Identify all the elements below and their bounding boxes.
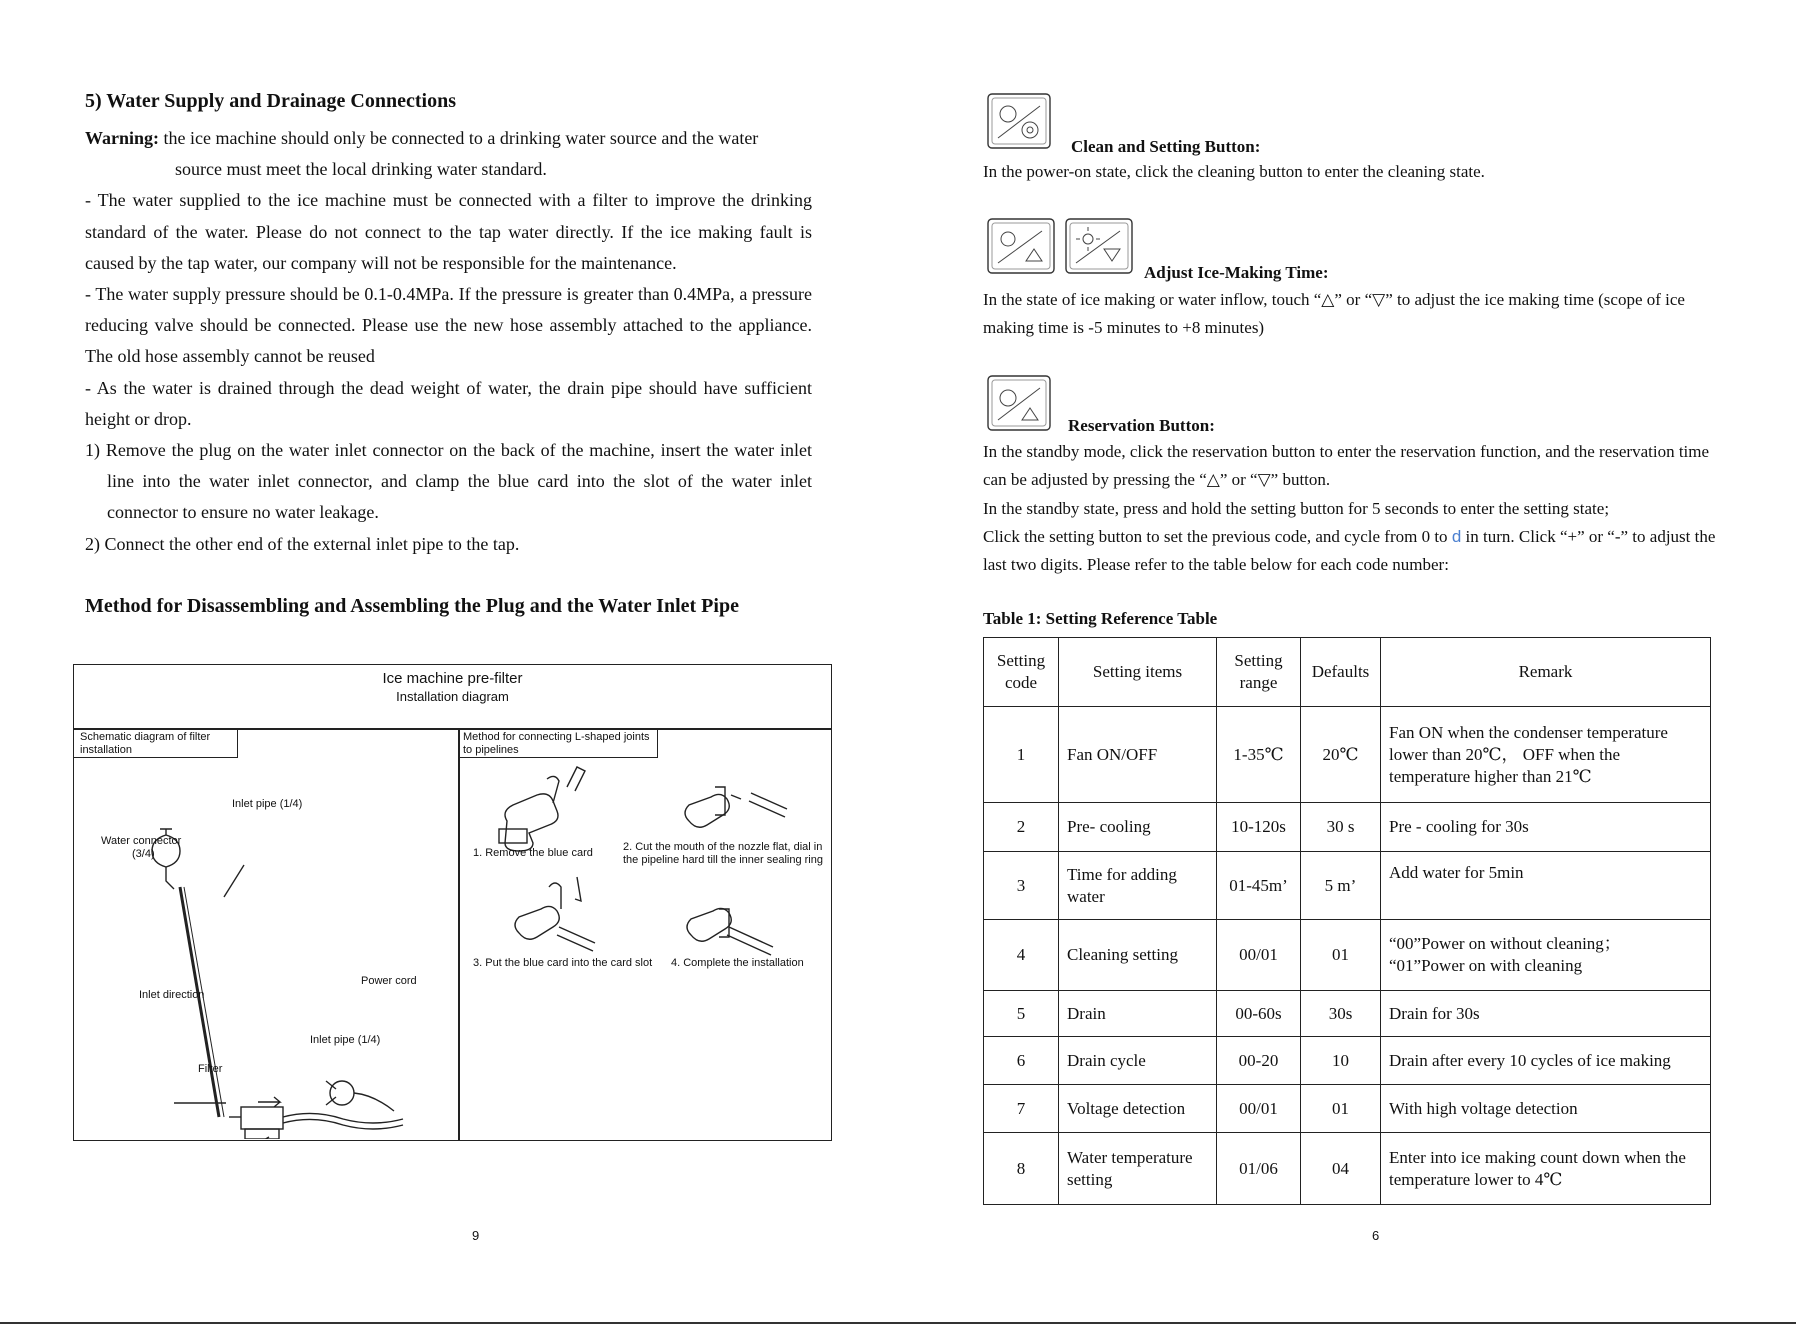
paragraph-pressure: - The water supply pressure should be 0.1-0.4MPa. If the pressure is greater than 0.4MPa, a pressure reducing valve should be connected. Please use the new hose assembly attached to the appliance. The old hose assembly cannot be reused (85, 284, 812, 367)
step-2: 2) Connect the other end of the external inlet pipe to the tap. (85, 533, 520, 554)
installation-diagram (73, 664, 832, 1141)
cell-remark: Drain for 30s (1381, 991, 1711, 1037)
power-cord-label: Power cord (361, 975, 417, 987)
cell-range: 00/01 (1217, 920, 1301, 991)
cell-remark: Drain after every 10 cycles of ice making (1381, 1037, 1711, 1085)
cell-default: 10 (1301, 1037, 1381, 1085)
table-row (984, 920, 1711, 991)
table-row (984, 707, 1711, 803)
table-row (984, 852, 1711, 920)
page-number: 9 (472, 1228, 480, 1243)
cell-code: 6 (984, 1037, 1059, 1085)
step-1: 1) Remove the plug on the water inlet connector on the back of the machine, insert the water inlet line into the water inlet connector, and clamp the blue card into the slot of the water inlet connector to ensure no water leakage. (85, 440, 812, 523)
l-joint-step-4: 4. Complete the installation (671, 957, 804, 969)
header-remark: Remark (1381, 638, 1711, 707)
cell-range: 10-120s (1217, 803, 1301, 852)
left-box-title: Schematic diagram of filter installation (80, 731, 211, 756)
section-body (85, 123, 812, 560)
warning-label: Warning: (85, 128, 160, 148)
clean-setting-icon (986, 92, 1052, 150)
cell-range: 00-20 (1217, 1037, 1301, 1085)
reservation-text-3 (983, 523, 1723, 580)
diagram-title: Ice machine pre-filter (382, 670, 523, 687)
cell-remark: Add water for 5min (1381, 852, 1711, 920)
warning-text: the ice machine should only be connected to a drinking water source and the water (163, 128, 759, 148)
cell-code: 4 (984, 920, 1059, 991)
cell-remark: With high voltage detection (1381, 1085, 1711, 1133)
inlet-pipe-bottom-label: Inlet pipe (1/4) (310, 1034, 381, 1046)
l-joint-icon-4 (687, 908, 773, 955)
water-connector-label: Water connector (101, 835, 182, 847)
filter-label: Filter (198, 1063, 223, 1075)
l-joint-step-1: 1. Remove the blue card (473, 847, 593, 859)
reservation-text-3a: Click the setting button to set the previous code, and cycle from 0 to (983, 526, 1448, 546)
table-row (984, 991, 1711, 1037)
l-joint-step-2: 2. Cut the mouth of the nozzle flat, dial in the pipeline hard till the inner sealing ring (623, 841, 823, 866)
reservation-title: Reservation Button: (1068, 416, 1215, 435)
header-defaults: Defaults (1301, 638, 1381, 707)
l-joint-icon-1 (499, 767, 585, 851)
cell-item: Drain cycle (1059, 1037, 1217, 1085)
table-header-row (984, 638, 1711, 707)
cell-remark: Fan ON when the condenser temperature lower than 20℃， OFF when the temperature higher than 21℃ (1381, 707, 1711, 803)
water-connector-size: (3/4) (132, 848, 155, 860)
header-setting-code: Setting code (984, 638, 1059, 707)
reservation-text-1: In the standby mode, click the reservation button to enter the reservation function, and the reservation time can be adjusted by pressing the “△” or “▽” button. (983, 442, 1710, 490)
clean-setting-title: Clean and Setting Button: (1071, 137, 1261, 156)
adjust-title: Adjust Ice-Making Time: (1144, 263, 1329, 282)
table-row (984, 1037, 1711, 1085)
adjust-text: In the state of ice making or water inflow, touch “△” or “▽” to adjust the ice making time (scope of ice making time is -5 minutes to +8 minutes) (983, 290, 1685, 337)
reservation-text-2: In the standby state, press and hold the setting button for 5 seconds to enter the setting state; (983, 498, 1610, 518)
setting-reference-table (983, 637, 1711, 1205)
cell-code: 3 (984, 852, 1059, 920)
cell-code: 5 (984, 991, 1059, 1037)
cell-code: 1 (984, 707, 1059, 803)
page-number: 6 (1372, 1228, 1380, 1243)
cell-range: 00-60s (1217, 991, 1301, 1037)
reservation-text-3b: in turn. Click “+” or “-” to adjust the last two digits. Please refer to the table below for each code number: (983, 526, 1716, 575)
header-setting-items: Setting items (1059, 638, 1217, 707)
cell-item: Drain (1059, 991, 1217, 1037)
cell-range: 00/01 (1217, 1085, 1301, 1133)
clean-setting-text: In the power-on state, click the cleaning button to enter the cleaning state. (983, 162, 1485, 181)
filter-schematic (74, 757, 458, 1139)
power-plug-icon (330, 1081, 354, 1105)
table-row (984, 803, 1711, 852)
cell-range: 1-35℃ (1217, 707, 1301, 803)
section-heading: 5) Water Supply and Drainage Connections (85, 90, 456, 112)
cell-remark: Enter into ice making count down when the temperature lower to 4℃ (1381, 1133, 1711, 1205)
table-title: Table 1: Setting Reference Table (983, 609, 1218, 628)
cell-code: 7 (984, 1085, 1059, 1133)
right-page (898, 0, 1796, 1324)
warning-line (85, 123, 812, 154)
ice-time-down-icon (1064, 217, 1134, 275)
diagram-subtitle: Installation diagram (396, 689, 509, 704)
cell-item: Water temperature setting (1059, 1133, 1217, 1205)
table-row (984, 1133, 1711, 1205)
inlet-pipe-top-label: Inlet pipe (1/4) (232, 798, 303, 810)
cell-default: 30s (1301, 991, 1381, 1037)
cell-item: Voltage detection (1059, 1085, 1217, 1133)
l-joint-icon-3 (515, 877, 595, 951)
l-joint-icon-2 (685, 787, 787, 827)
cell-default: 01 (1301, 1085, 1381, 1133)
cell-item: Cleaning setting (1059, 920, 1217, 991)
l-joint-steps (459, 757, 831, 1139)
inlet-direction-label: Inlet direction (139, 989, 205, 1001)
l-joint-step-3: 3. Put the blue card into the card slot (473, 957, 653, 969)
cell-default: 04 (1301, 1133, 1381, 1205)
paragraph-drain: - As the water is drained through the dead weight of water, the drain pipe should have sufficient height or drop. (85, 377, 812, 429)
cell-default: 5 m’ (1301, 852, 1381, 920)
table-row (984, 1085, 1711, 1133)
right-box-title: Method for connecting L-shaped joints to pipelines (463, 731, 650, 756)
header-setting-range: Setting range (1217, 638, 1301, 707)
cell-code: 8 (984, 1133, 1059, 1205)
method-heading: Method for Disassembling and Assembling the Plug and the Water Inlet Pipe (85, 595, 739, 617)
cell-default: 30 s (1301, 803, 1381, 852)
cell-remark: “00”Power on without cleaning； “01”Power on with cleaning (1381, 920, 1711, 991)
cell-default: 01 (1301, 920, 1381, 991)
cell-range: 01/06 (1217, 1133, 1301, 1205)
ice-time-up-icon (986, 217, 1056, 275)
cell-item: Pre- cooling (1059, 803, 1217, 852)
cell-item: Fan ON/OFF (1059, 707, 1217, 803)
cell-remark: Pre - cooling for 30s (1381, 803, 1711, 852)
cell-code: 2 (984, 803, 1059, 852)
paragraph-filter: - The water supplied to the ice machine must be connected with a filter to improve the drinking standard of the water. Please do not connect to the tap water directly. If the ice making fault is caused by the tap water, our company will not be responsible for the maintenance. (85, 190, 812, 273)
cell-range: 01-45m’ (1217, 852, 1301, 920)
cell-item: Time for adding water (1059, 852, 1217, 920)
warning-continuation: source must meet the local drinking water standard. (175, 159, 547, 180)
reservation-body (983, 438, 1723, 579)
reservation-icon (986, 374, 1052, 432)
cell-default: 20℃ (1301, 707, 1381, 803)
cycle-end-glyph: d (1451, 526, 1462, 546)
